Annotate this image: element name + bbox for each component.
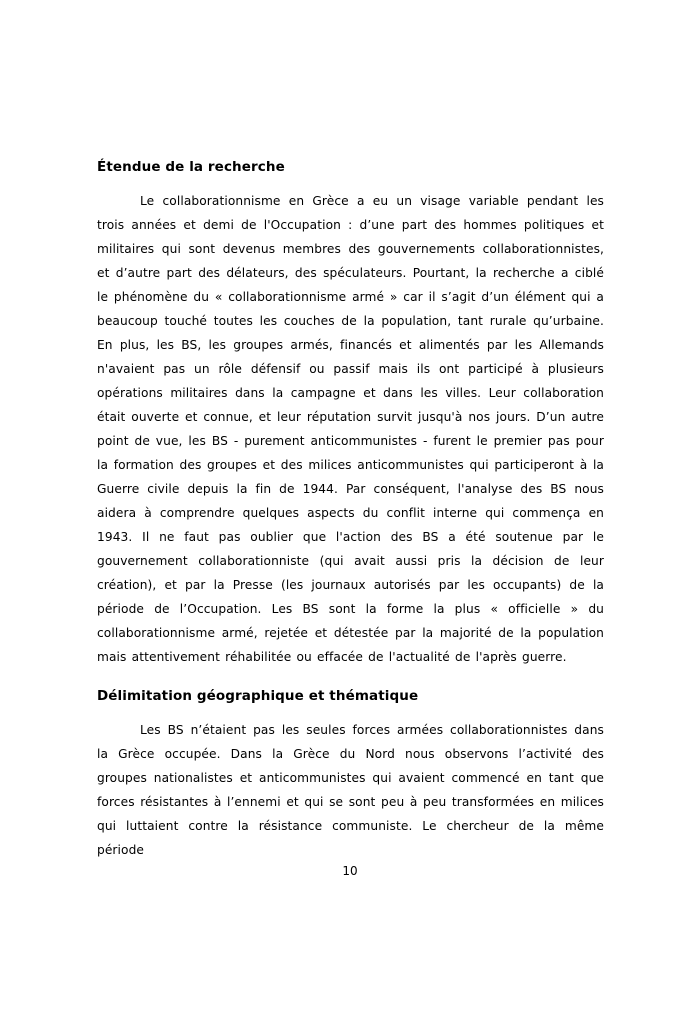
section-heading-etendue-de-la-recherche: Étendue de la recherche — [97, 159, 285, 175]
paragraph-delimitation: Les BS n’étaient pas les seules forces armées collaborationnistes dans la Grèce occupée. Dans la Grèce du Nord nous observons l’activité des groupes nationalistes et anticommunistes qui avaient commencé en tant que forces résistantes à l’ennemi et qui se sont peu à peu transformées en milices qui luttaient contre la résistance communiste. Le chercheur de la même période — [97, 723, 604, 857]
paragraph-etendue: Le collaborationnisme en Grèce a eu un visage variable pendant les trois années et demi de l'Occupation : d’une part des hommes politiques et militaires qui sont devenus membres des gouvernements collaborationnistes, et d’autre part des délateurs, des spéculateurs. Pourtant, la recherche a ciblé le phénomène du « collaborationnisme armé » car il s’agit d’un élément qui a beaucoup touché toutes les couches de la population, tant rurale qu’urbaine. En plus, les BS, les groupes armés, financés et alimentés par les Allemands n'avaient pas un rôle défensif ou passif mais ils ont participé à plusieurs opérations militaires dans la campagne et dans les villes. Leur collaboration était ouverte et connue, et leur réputation survit jusqu'à nos jours. D’un autre point de vue, les BS - purement anticommunistes - furent le premier pas pour la formation des groupes et des milices anticommunistes qui participeront à la Guerre civile depuis la fin de 1944. Par conséquent, l'analyse des BS nous aidera à comprendre quelques aspects du conflit interne qui commença en 1943. Il ne faut pas oublier que l'action des BS a été soutenue par le gouvernement collaborationniste (qui avait aussi pris la décision de leur création), et par la Presse (les journaux autorisés par les occupants) de la période de l’Occupation. Les BS sont la forme la plus « officielle » du collaborationnisme armé, rejetée et détestée par la majorité de la population mais attentivement réhabilitée ou effacée de l'actualité de l'après guerre. — [97, 194, 604, 664]
text-block — [97, 155, 604, 862]
page-number: 10 — [342, 864, 358, 878]
section-heading-delimitation-geographique: Délimitation géographique et thématique — [97, 688, 419, 704]
